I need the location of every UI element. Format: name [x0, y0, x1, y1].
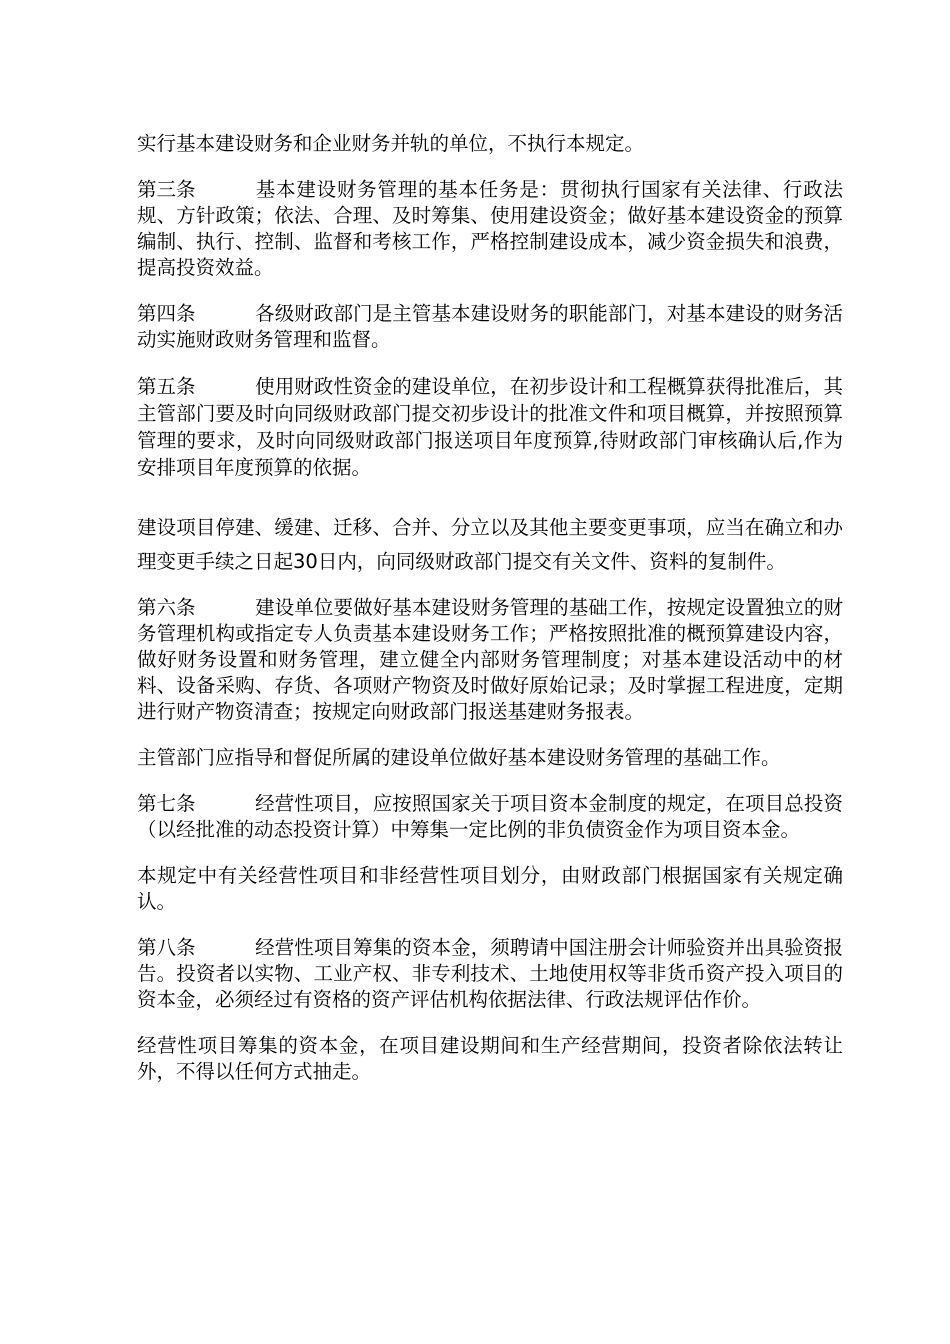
article-number: 第六条	[137, 596, 196, 619]
paragraph-capital-withdrawal	[137, 1033, 843, 1085]
paragraph-exclusion	[137, 131, 843, 157]
paragraph-supervision	[137, 745, 843, 771]
article-4	[137, 301, 843, 353]
article-number: 第四条	[137, 302, 196, 325]
paragraph-text: 各级财政部门是主管基本建设财务的职能部门，对基本建设的财务活动实施财政财务管理和监督。	[137, 302, 843, 351]
paragraph-classification	[137, 863, 843, 915]
document-page	[137, 131, 843, 1105]
paragraph-text: 经营性项目筹集的资本金，须聘请中国注册会计师验资并出具验资报告。投资者以实物、工业产权、非专利技术、土地使用权等非货币资产投入项目的资本金，必须经过有资格的资产评估机构依据法律、行政法规评估作价。	[137, 936, 843, 1011]
paragraph-text: 主管部门应指导和督促所属的建设单位做好基本建设财务管理的基础工作。	[137, 746, 781, 769]
paragraph-text: 实行基本建设财务和企业财务并轨的单位，不执行本规定。	[137, 132, 645, 155]
paragraph-text: 经营性项目，应按照国家关于项目资本金制度的规定，在项目总投资（以经批准的动态投资计算）中筹集一定比例的非负债资金作为项目资本金。	[137, 792, 843, 841]
paragraph-text: 本规定中有关经营性项目和非经营性项目划分，由财政部门根据国家有关规定确认。	[137, 864, 843, 913]
article-5	[137, 373, 843, 481]
article-7	[137, 791, 843, 843]
paragraph-text: 建设单位要做好基本建设财务管理的基础工作，按规定设置独立的财务管理机构或指定专人负责基本建设财务工作；严格按照批准的概预算建设内容，做好财务设置和财务管理，建立健全内部财务管理制度；对基本建设活动中的材料、设备采购、存货、各项财产物资及时做好原始记录；及时掌握工程进度，定期进行财产物资清查；按规定向财政部门报送基建财务报表。	[137, 596, 843, 723]
article-number: 第八条	[137, 936, 196, 959]
article-number: 第五条	[137, 375, 196, 398]
article-number: 第七条	[137, 792, 196, 815]
paragraph-text: 基本建设财务管理的基本任务是：贯彻执行国家有关法律、行政法规、方针政策；依法、合理、及时筹集、使用建设资金；做好基本建设资金的预算编制、执行、控制、监督和考核工作，严格控制建设成本，减少资金损失和浪费，提高投资效益。	[137, 178, 843, 279]
paragraph-project-changes	[137, 511, 843, 579]
article-number: 第三条	[137, 178, 196, 201]
article-8	[137, 935, 843, 1013]
paragraph-text: 使用财政性资金的建设单位，在初步设计和工程概算获得批准后，其主管部门要及时向同级财政部门提交初步设计的批准文件和项目概算，并按照预算管理的要求，及时向同级财政部门报送项目年度预算,待财政部门审核确认后,作为安排项目年度预算的依据。	[137, 375, 843, 479]
article-3	[137, 177, 843, 281]
paragraph-text: 建设项目停建、缓建、迁移、合并、分立以及其他主要变更事项，应当在确立和办理变更手续之日起30日内，向同级财政部门提交有关文件、资料的复制件。	[137, 516, 843, 573]
article-6	[137, 595, 843, 725]
paragraph-text: 经营性项目筹集的资本金，在项目建设期间和生产经营期间，投资者除依法转让外，不得以任何方式抽走。	[137, 1034, 843, 1083]
